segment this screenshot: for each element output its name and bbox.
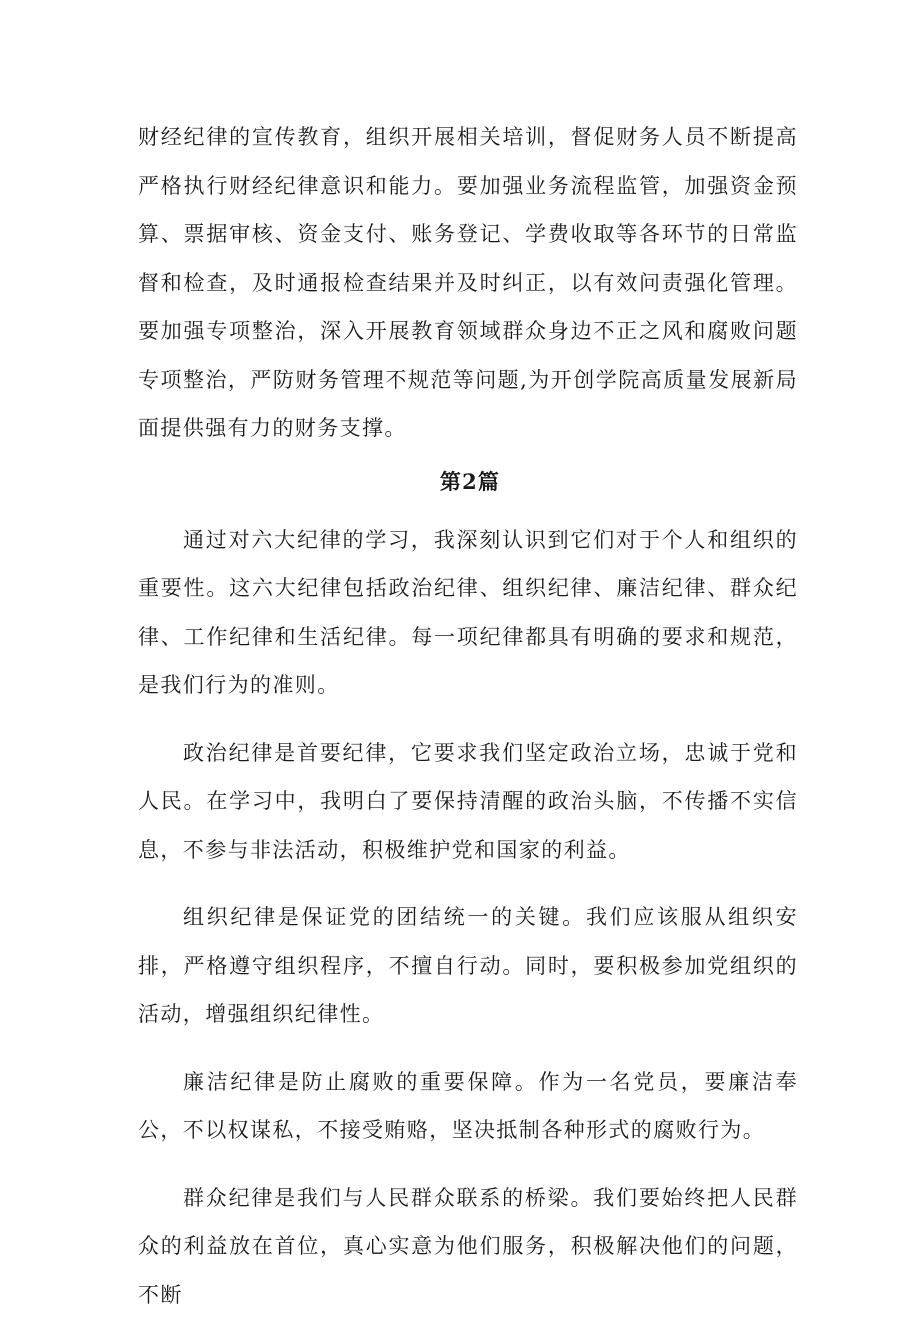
- body-paragraph-2: 政治纪律是首要纪律，它要求我们坚定政治立场，忠诚于党和人民。在学习中，我明白了要保持清醒的政治头脑，不传播不实信息，不参与非法活动，积极维护党和国家的利益。: [138, 729, 798, 875]
- body-paragraph-1: 通过对六大纪律的学习，我深刻认识到它们对于个人和组织的重要性。这六大纪律包括政治纪律、组织纪律、廉洁纪律、群众纪律、工作纪律和生活纪律。每一项纪律都具有明确的要求和规范，是我们行为的准则。: [138, 516, 798, 710]
- section-heading: 第2篇: [138, 458, 798, 506]
- body-paragraph-5: 群众纪律是我们与人民群众联系的桥梁。我们要始终把人民群众的利益放在首位，真心实意为他们服务，积极解决他们的问题，不断: [138, 1174, 798, 1319]
- intro-paragraph: 财经纪律的宣传教育，组织开展相关培训，督促财务人员不断提高严格执行财经纪律意识和能力。要加强业务流程监管，加强资金预算、票据审核、资金支付、账务登记、学费收取等各环节的日常监督和检查，及时通报检查结果并及时纠正，以有效问责强化管理。要加强专项整治，深入开展教育领域群众身边不正之风和腐败问题专项整治，严防财务管理不规范等问题,为开创学院高质量发展新局面提供强有力的财务支撑。: [138, 113, 798, 453]
- body-paragraph-4: 廉洁纪律是防止腐败的重要保障。作为一名党员，要廉洁奉公，不以权谋私，不接受贿赂，坚决抵制各种形式的腐败行为。: [138, 1058, 798, 1155]
- body-paragraph-3: 组织纪律是保证党的团结统一的关键。我们应该服从组织安排，严格遵守组织程序，不擅自行动。同时，要积极参加党组织的活动，增强组织纪律性。: [138, 893, 798, 1039]
- document-body: [138, 113, 798, 1319]
